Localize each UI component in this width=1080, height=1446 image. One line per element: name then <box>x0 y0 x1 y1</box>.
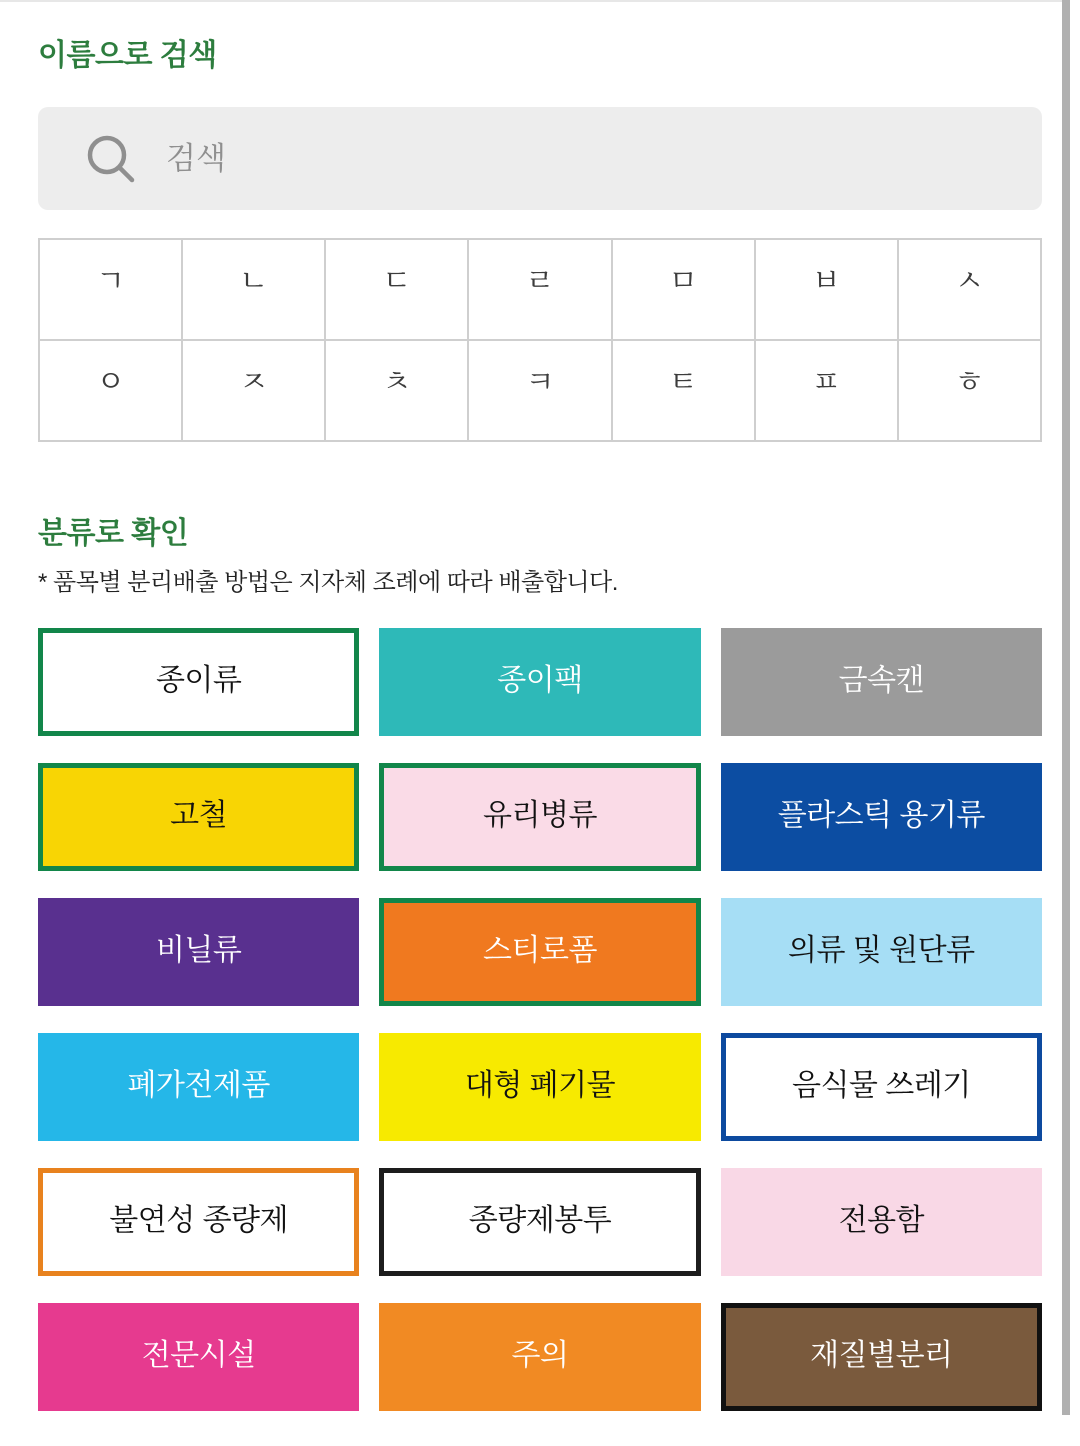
category-button[interactable]: 전용함 <box>721 1168 1042 1276</box>
scrollbar-thumb[interactable] <box>1062 0 1070 1415</box>
jamo-key[interactable]: ㄹ <box>469 240 612 341</box>
category-button[interactable]: 종이류 <box>38 628 359 736</box>
search-section-title: 이름으로 검색 <box>38 39 217 72</box>
category-button[interactable]: 전문시설 <box>38 1303 359 1411</box>
search-box[interactable] <box>38 107 1042 210</box>
category-button[interactable]: 폐가전제품 <box>38 1033 359 1141</box>
consonant-index-grid <box>38 238 1042 442</box>
jamo-key[interactable]: ㄱ <box>40 240 183 341</box>
jamo-key[interactable]: ㅈ <box>183 341 326 442</box>
jamo-key[interactable]: ㅍ <box>756 341 899 442</box>
category-button[interactable]: 의류 및 원단류 <box>721 898 1042 1006</box>
top-divider <box>0 0 1080 2</box>
category-button[interactable]: 주의 <box>379 1303 700 1411</box>
category-button[interactable]: 스티로폼 <box>379 898 700 1006</box>
category-button[interactable]: 고철 <box>38 763 359 871</box>
category-button[interactable]: 종량제봉투 <box>379 1168 700 1276</box>
jamo-key[interactable]: ㄴ <box>183 240 326 341</box>
category-note: * 품목별 분리배출 방법은 지자체 조례에 따라 배출합니다. <box>38 569 618 596</box>
jamo-key[interactable]: ㅌ <box>613 341 756 442</box>
jamo-key[interactable]: ㅇ <box>40 341 183 442</box>
jamo-key[interactable]: ㄷ <box>326 240 469 341</box>
jamo-key[interactable]: ㅂ <box>756 240 899 341</box>
search-icon <box>84 132 138 186</box>
category-button[interactable]: 플라스틱 용기류 <box>721 763 1042 871</box>
category-button[interactable]: 비닐류 <box>38 898 359 1006</box>
search-input[interactable] <box>166 141 1042 177</box>
category-button[interactable]: 금속캔 <box>721 628 1042 736</box>
jamo-key[interactable]: ㅊ <box>326 341 469 442</box>
category-button[interactable]: 음식물 쓰레기 <box>721 1033 1042 1141</box>
jamo-key[interactable]: ㅎ <box>899 341 1042 442</box>
category-section-title: 분류로 확인 <box>38 517 189 550</box>
category-button[interactable]: 유리병류 <box>379 763 700 871</box>
category-button[interactable]: 불연성 종량제 <box>38 1168 359 1276</box>
category-button[interactable]: 재질별분리 <box>721 1303 1042 1411</box>
category-button[interactable]: 대형 폐기물 <box>379 1033 700 1141</box>
jamo-key[interactable]: ㅅ <box>899 240 1042 341</box>
jamo-key[interactable]: ㅁ <box>613 240 756 341</box>
category-button[interactable]: 종이팩 <box>379 628 700 736</box>
category-grid <box>38 628 1042 1446</box>
jamo-key[interactable]: ㅋ <box>469 341 612 442</box>
